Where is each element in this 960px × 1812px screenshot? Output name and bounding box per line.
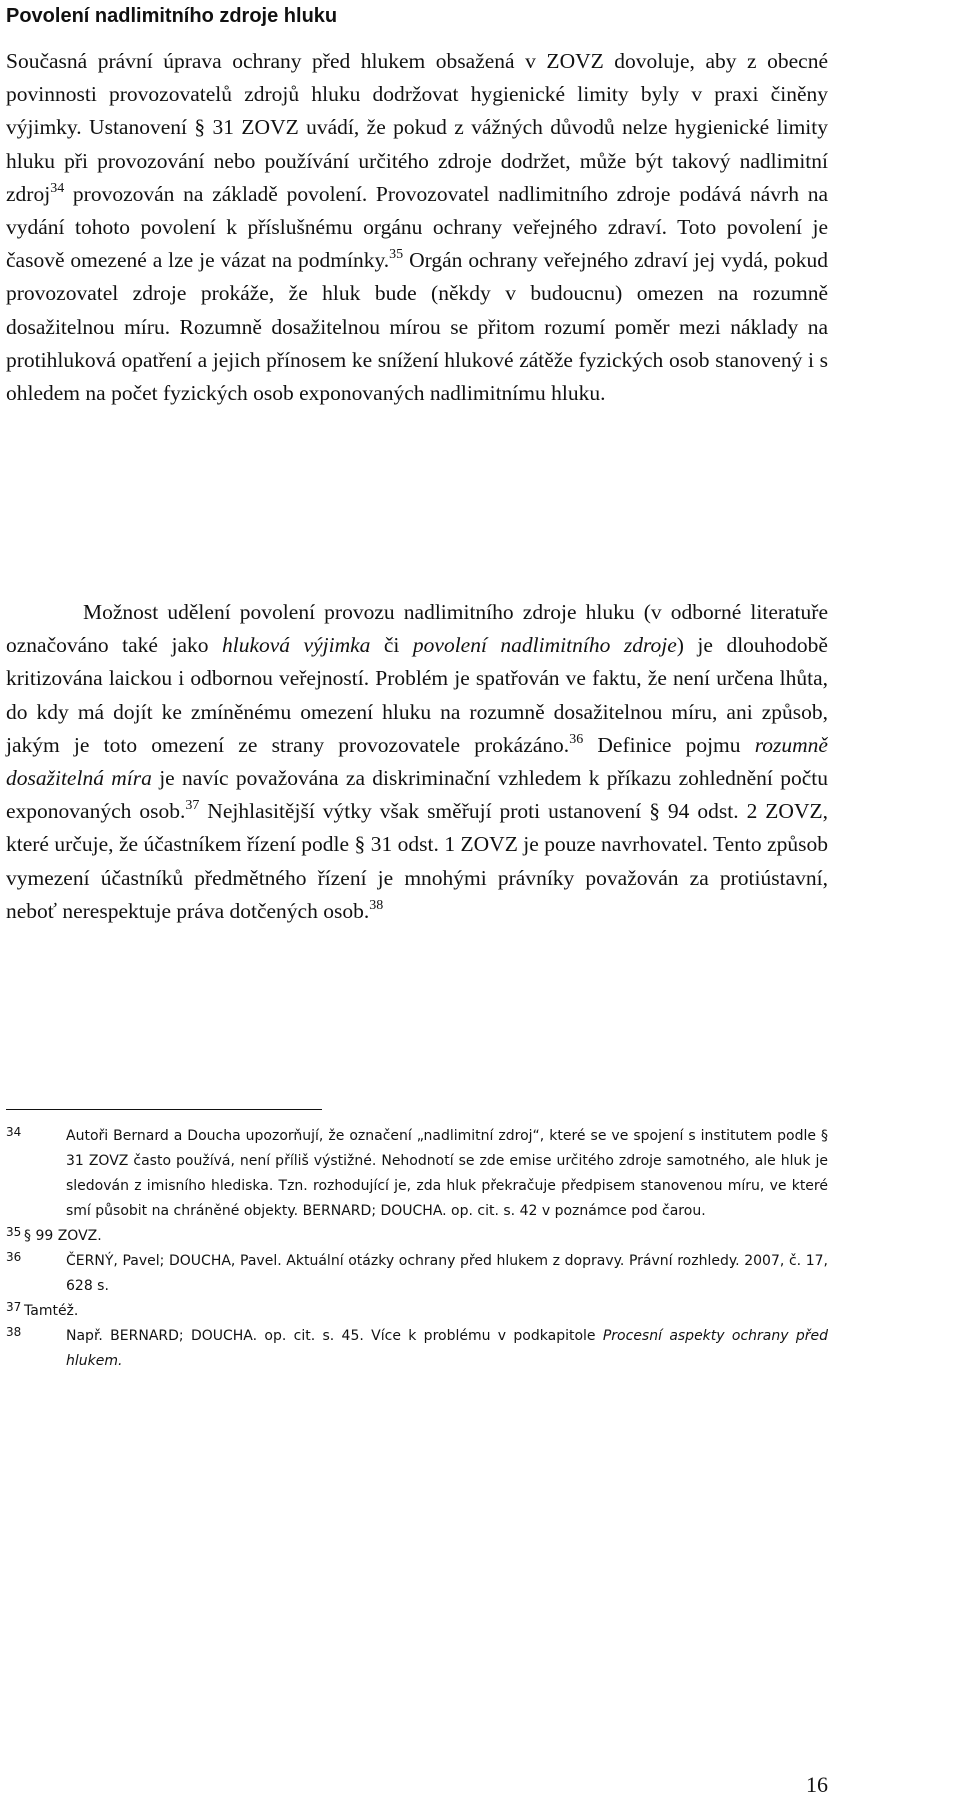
footnote-italic-text: Procesní aspekty ochrany před hlukem.	[66, 1328, 828, 1369]
paragraph-1	[6, 45, 828, 410]
paragraph-2-text-c: ) je dlouhodobě kritizována laickou i odbornou veřejností. Problém je spatřován ve faktu, že není určena lhůta, do kdy má dojít ke zmíněnému omezení hluku na rozumně dosažitelnou míru, ani způsob, jakým je toto omezení ze strany provozovatele prokázáno.	[6, 633, 828, 757]
term-hlukova-vyjimka: hluková výjimka	[221, 633, 371, 658]
footnote-35	[6, 1224, 828, 1249]
term-povoleni-nadlimitniho-zdroje: povolení nadlimitního zdroje	[412, 633, 677, 658]
footnote-ref-35[interactable]: 35	[389, 247, 404, 263]
paragraph-2-text-b: či	[370, 633, 413, 658]
paragraph-2-text-a: Možnost udělení povolení provozu nadlimitního zdroje hluku (v odborné literatuře označováno také jako	[6, 600, 828, 658]
footnote-ref-36[interactable]: 36	[569, 731, 584, 747]
paragraph-2-text-d: Definice pojmu	[583, 732, 755, 757]
footnote-37	[6, 1299, 828, 1324]
footnote-38	[6, 1324, 828, 1374]
paragraph-2-text-e: je navíc považována za diskriminační vzhledem k příkazu zohlednění počtu exponovaných osob.	[6, 766, 828, 824]
paragraph-1-text-b: provozován na základě povolení. Provozovatel nadlimitního zdroje podává návrh na vydání tohoto povolení k příslušnému orgánu ochrany veřejného zdraví. Toto povolení je časově omezené a lze je vázat na podmínky.	[6, 181, 828, 273]
footnote-number: 38	[6, 1325, 22, 1339]
term-rozumne-dosazitelna-mira: rozumně dosažitelná míra	[6, 732, 828, 791]
footnote-34	[6, 1124, 828, 1224]
footnote-text: Tamtéž.	[24, 1303, 79, 1319]
footnote-ref-34[interactable]: 34	[50, 180, 65, 196]
footnote-text: ČERNÝ, Pavel; DOUCHA, Pavel. Aktuální otázky ochrany před hlukem z dopravy. Právní rozhledy. 2007, č. 17, 628 s.	[66, 1253, 828, 1294]
footnote-separator	[6, 1109, 322, 1110]
footnote-text: Např. BERNARD; DOUCHA. op. cit. s. 45. Více k problému v podkapitole	[66, 1328, 603, 1344]
footnote-number: 37	[6, 1300, 22, 1314]
footnote-text: § 99 ZOVZ.	[24, 1228, 102, 1244]
footnote-number: 36	[6, 1250, 22, 1264]
paragraph-2	[6, 596, 828, 928]
page-number: 16	[806, 1772, 828, 1797]
paragraph-1-text-a: Současná právní úprava ochrany před hlukem obsažená v ZOVZ dovoluje, aby z obecné povinnosti provozovatelů zdrojů hluku dodržovat hygienické limity byly v praxi činěny výjimky. Ustanovení § 31 ZOVZ uvádí, že pokud z vážných důvodů nelze hygienické limity hluku při provozování nebo používání určitého zdroje dodržet, může být takový nadlimitní zdroj	[6, 49, 828, 206]
footnote-number: 34	[6, 1125, 22, 1139]
paragraph-2-text-f: Nejhlasitější výtky však směřují proti ustanovení § 94 odst. 2 ZOVZ, které určuje, že účastníkem řízení podle § 31 odst. 1 ZOVZ je pouze navrhovatel. Tento způsob vymezení účastníků předmětného řízení je mnohými právníky považován za protiústavní, neboť nerespektuje práva dotčených osob.	[6, 799, 828, 923]
footnote-36	[6, 1249, 828, 1299]
footnote-number: 35	[6, 1225, 22, 1239]
footnote-ref-37[interactable]: 37	[185, 798, 200, 814]
footnote-text: Autoři Bernard a Doucha upozorňují, že označení „nadlimitní zdroj“, které se ve spojení s institutem podle § 31 ZOVZ často používá, není příliš výstižné. Nehodnotí se zde emise určitého zdroje samotného, ale hluk je sledován z imisního hlediska. Tzn. rozhodující je, zda hluk překračuje předpisem stanovenou míru, ve které smí působit na chráněné objekty. BERNARD; DOUCHA. op. cit. s. 42 v poznámce pod čarou.	[66, 1128, 828, 1219]
footnotes	[6, 1124, 828, 1374]
section-heading: Povolení nadlimitního zdroje hluku	[6, 5, 338, 27]
paragraph-1-text-c: Orgán ochrany veřejného zdraví jej vydá, pokud provozovatel zdroje prokáže, že hluk bude (někdy v budoucnu) omezen na rozumně dosažitelnou míru. Rozumně dosažitelnou mírou se přitom rozumí poměr mezi náklady na protihluková opatření a jejich přínosem ke snížení hlukové zátěže fyzických osob stanovený i s ohledem na počet fyzických osob exponovaných nadlimitnímu hluku.	[6, 248, 828, 406]
footnote-ref-38[interactable]: 38	[369, 897, 384, 913]
